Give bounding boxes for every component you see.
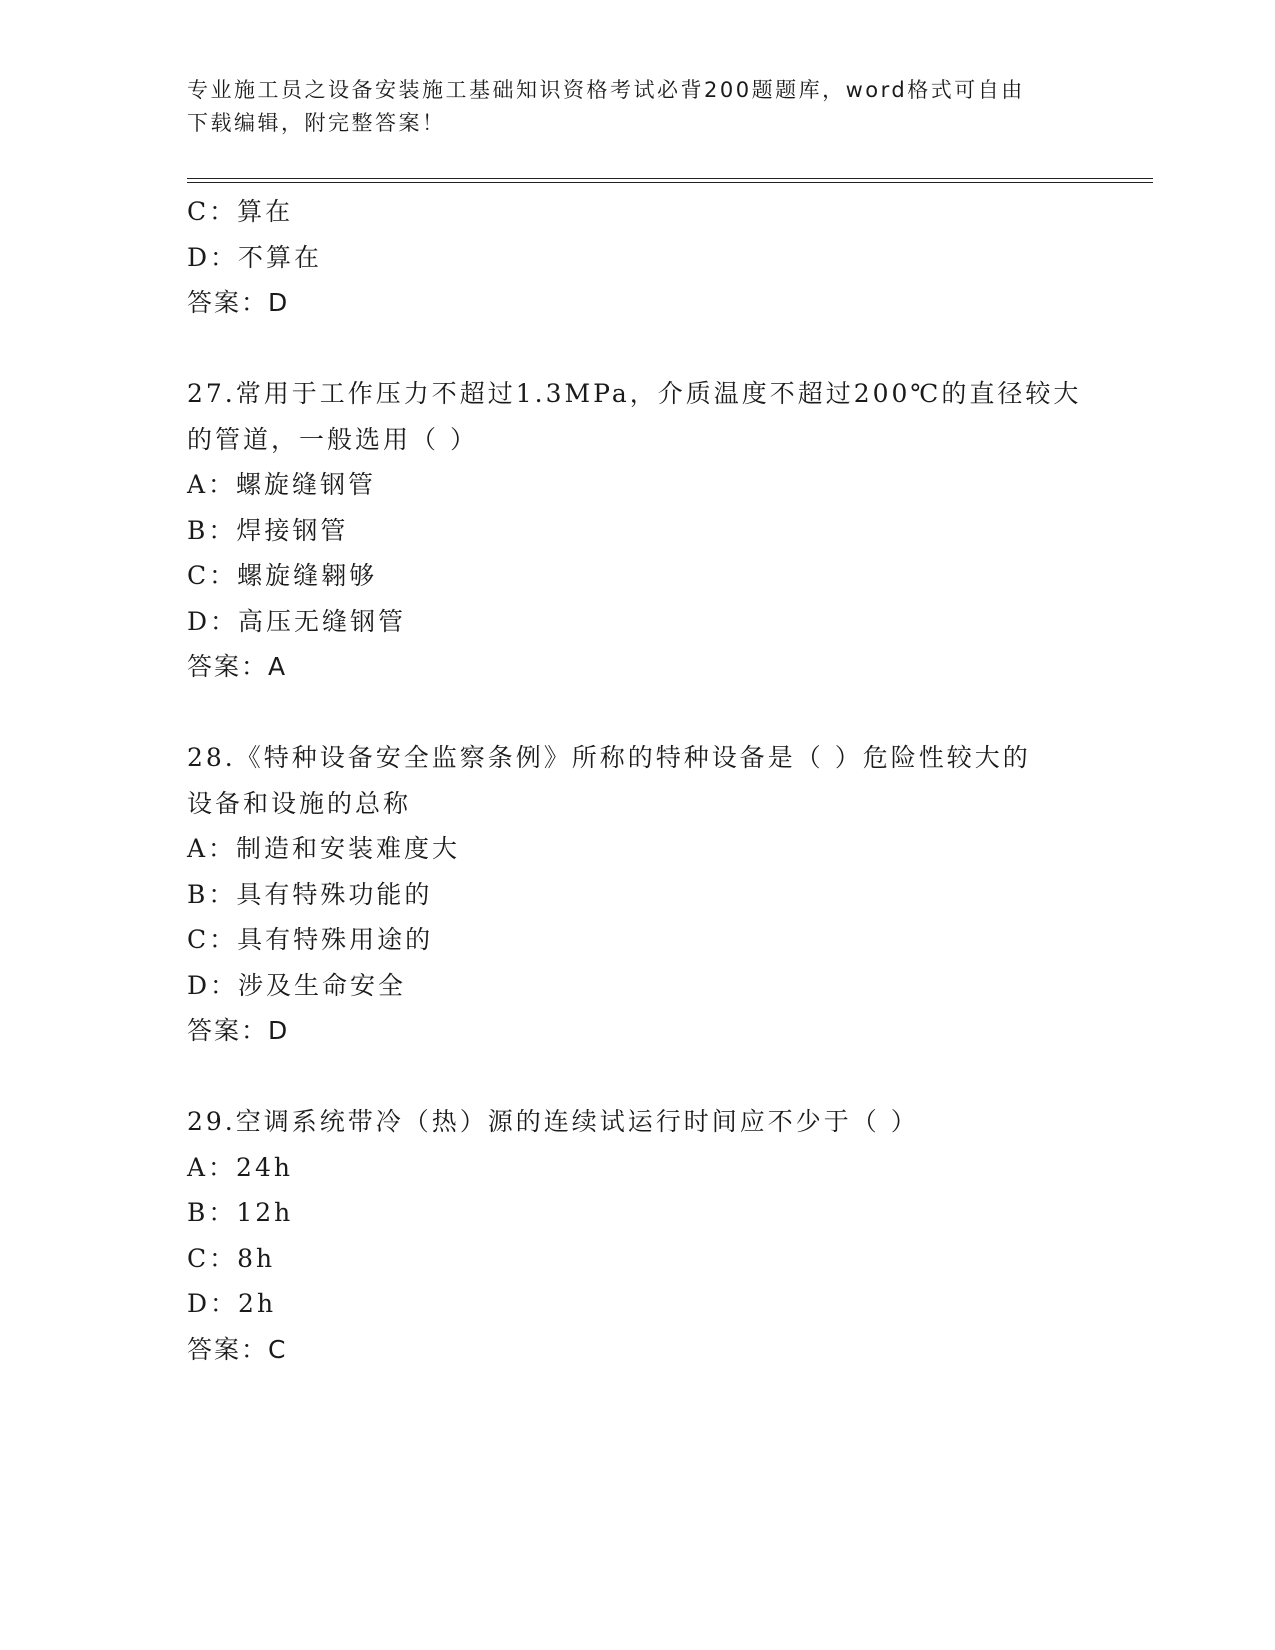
question-stem	[187, 1099, 1087, 1145]
question-content	[187, 189, 1087, 1372]
option-a: A：24h	[187, 1152, 293, 1182]
option-a: A：螺旋缝钢管	[187, 470, 377, 499]
header-divider-bottom	[187, 182, 1153, 183]
option-d: D：2h	[187, 1289, 277, 1318]
question-stem-line-2: 设备和设施的总称	[187, 788, 412, 818]
option-c: C：8h	[187, 1243, 276, 1273]
question-stem-line-1: 27.常用于工作压力不超过1.3MPa，介质温度不超过200℃的直径较大	[187, 379, 1082, 408]
question-stem-line-1: 29.空调系统带冷（热）源的连续试运行时间应不少于（ ）	[187, 1107, 919, 1136]
question-stem-line-2: 的管道，一般选用（ ）	[187, 424, 478, 454]
header-line-2: 下载编辑，附完整答案！	[187, 111, 446, 135]
spacer	[187, 1054, 1087, 1100]
option-b: B：具有特殊功能的	[187, 879, 433, 909]
option-a: A：制造和安装难度大	[187, 834, 461, 863]
answer-line: 答案：C	[187, 1334, 288, 1364]
spacer	[187, 690, 1087, 736]
header-line-1: 专业施工员之设备安装施工基础知识资格考试必背200题题库，word格式可自由	[187, 78, 1025, 102]
option-d: D：不算在	[187, 242, 323, 272]
question-28	[187, 735, 1087, 1054]
question-stem-line-1: 28.《特种设备安全监察条例》所称的特种设备是（ ）危险性较大的	[187, 743, 1031, 772]
option-c: C：螺旋缝翱够	[187, 561, 378, 590]
question-29	[187, 1099, 1087, 1372]
option-b: B：12h	[187, 1198, 294, 1227]
spacer	[187, 326, 1087, 372]
question-stem	[187, 371, 1087, 462]
option-d: D：高压无缝钢管	[187, 606, 407, 636]
document-header	[187, 74, 1067, 140]
option-d: D：涉及生命安全	[187, 970, 407, 1000]
option-b: B：焊接钢管	[187, 515, 349, 545]
header-divider-top	[187, 178, 1153, 179]
question-27	[187, 371, 1087, 690]
option-c: C：具有特殊用途的	[187, 925, 434, 954]
question-stem	[187, 735, 1087, 826]
answer-line: 答案：D	[187, 288, 290, 317]
answer-line: 答案：A	[187, 652, 288, 681]
answer-line: 答案：D	[187, 1016, 290, 1045]
question-26-continuation	[187, 189, 1087, 326]
option-c: C：算在	[187, 197, 294, 226]
